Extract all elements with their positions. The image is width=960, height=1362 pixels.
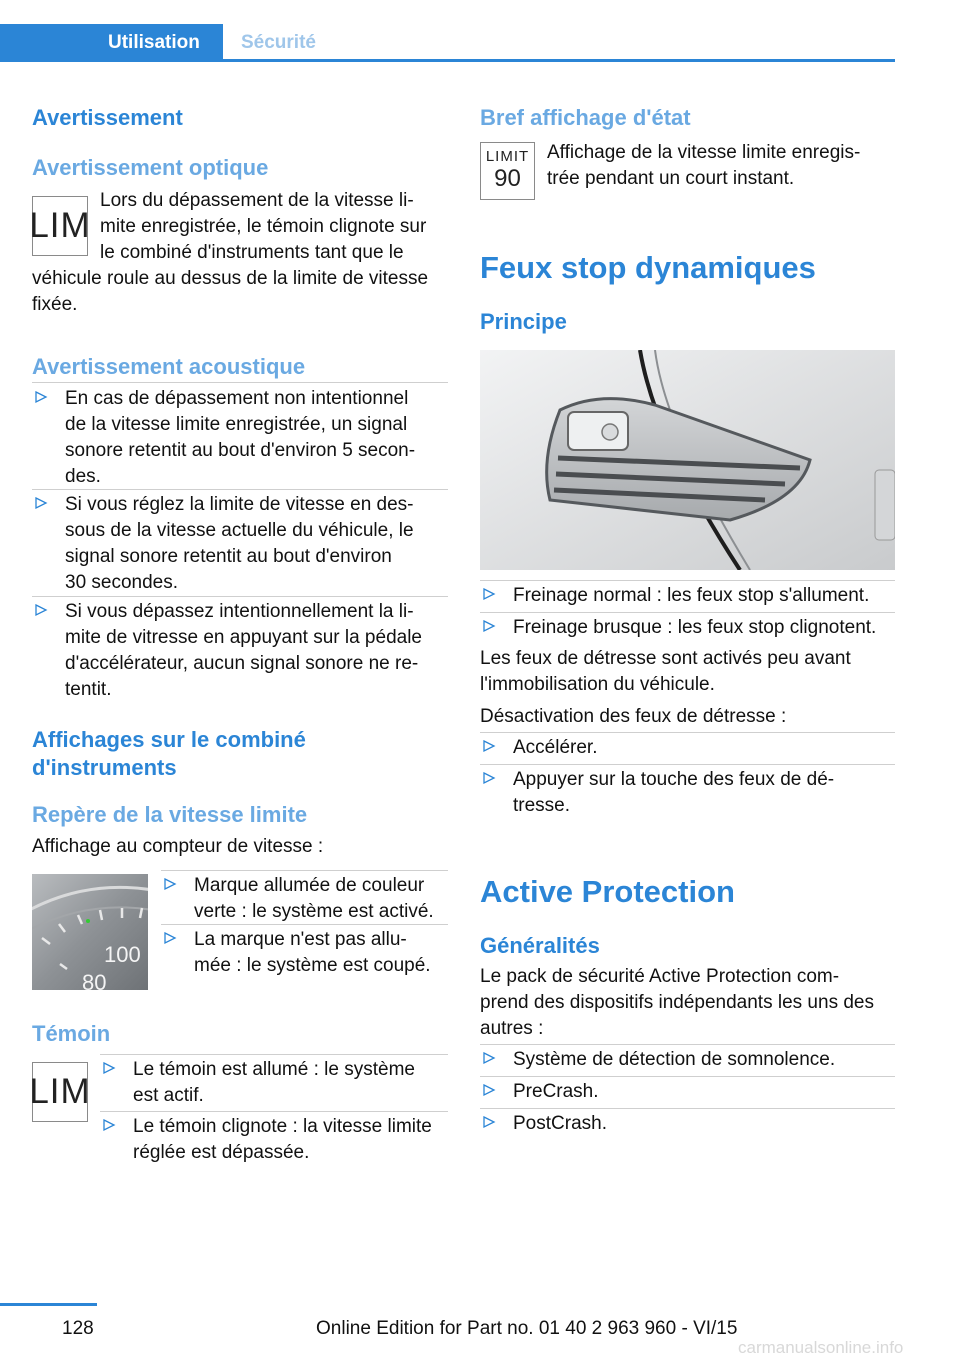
heading-repere-vitesse: Repère de la vitesse limite: [32, 802, 308, 827]
text-line: l'immobilisation du véhicule.: [480, 674, 715, 695]
text-line: PreCrash.: [513, 1081, 599, 1102]
divider: [480, 1076, 895, 1077]
divider: [32, 596, 448, 597]
triangle-bullet-icon: [482, 771, 496, 785]
speedo-label-100: 100: [104, 942, 141, 967]
lim-icon-box: [29, 196, 91, 256]
lim-icon: LIM: [29, 1072, 91, 1111]
text-line: 30 secondes.: [65, 572, 179, 593]
text-line: Si vous réglez la limite de vitesse en des-: [65, 494, 414, 515]
tab-utilisation[interactable]: [0, 24, 223, 62]
divider: [480, 1108, 895, 1109]
tab-utilisation-label: Utilisation: [108, 32, 200, 53]
bullet-item: [161, 873, 451, 925]
bullet-item: [480, 735, 900, 761]
speedo-label-80: 80: [82, 970, 107, 990]
divider: [100, 1054, 448, 1055]
heading-bref-affichage: Bref affichage d'état: [480, 105, 691, 130]
optical-text: [100, 188, 450, 266]
tab-securite[interactable]: Sécurité: [241, 32, 316, 53]
bullet-item: [161, 927, 451, 979]
hazard-text: [480, 646, 900, 698]
lim-icon: LIM: [29, 206, 91, 245]
header-tab-bar: [0, 0, 895, 62]
text-line: Si vous dépassez intentionnellement la li-: [65, 601, 414, 622]
triangle-bullet-icon: [482, 739, 496, 753]
heading-affichages: [32, 726, 306, 782]
text-line: tresse.: [513, 795, 571, 816]
bullet-item: [100, 1057, 452, 1109]
text-line: des.: [65, 466, 101, 487]
text-line: Système de détection de somnolence.: [513, 1049, 836, 1070]
text-line: Le témoin clignote : la vitesse limite: [133, 1116, 432, 1137]
bullet-item: [32, 386, 448, 490]
text-line: PostCrash.: [513, 1113, 607, 1134]
limit-icon-value: 90: [494, 165, 521, 192]
bullet-item: [480, 615, 900, 641]
triangle-bullet-icon: [482, 1083, 496, 1097]
triangle-bullet-icon: [34, 496, 48, 510]
text-line: sonore retentit au bout d'environ 5 secon-: [65, 440, 416, 461]
divider: [32, 382, 448, 383]
triangle-bullet-icon: [482, 1051, 496, 1065]
divider: [480, 580, 895, 581]
triangle-bullet-icon: [102, 1118, 116, 1132]
text-line: Marque allumée de couleur: [194, 875, 425, 896]
triangle-bullet-icon: [102, 1061, 116, 1075]
brief-text: [547, 140, 897, 192]
text-line: verte : le système est activé.: [194, 901, 434, 922]
tail-light-image: [480, 350, 895, 570]
heading-principe: Principe: [480, 309, 567, 334]
triangle-bullet-icon: [34, 390, 48, 404]
page-number: 128: [62, 1318, 94, 1339]
lim-indicator-box: [29, 1062, 91, 1122]
optical-text-continued: [32, 266, 452, 318]
text-line: En cas de dépassement non intentionnel: [65, 388, 409, 409]
text-line: le combiné d'instruments tant que le: [100, 242, 404, 263]
tail-light-graphic: [480, 350, 895, 570]
text-line: signal sonore retentit au bout d'environ: [65, 546, 392, 567]
triangle-bullet-icon: [482, 1115, 496, 1129]
heading-avertissement: Avertissement: [32, 105, 183, 130]
divider: [480, 764, 895, 765]
text-line: réglée est dépassée.: [133, 1142, 310, 1163]
divider: [161, 870, 448, 871]
triangle-bullet-icon: [34, 603, 48, 617]
text-line: d'instruments: [32, 755, 177, 780]
divider: [100, 1111, 448, 1112]
divider: [480, 1044, 895, 1045]
text-line: Freinage brusque : les feux stop clignotent.: [513, 617, 877, 638]
divider: [161, 924, 448, 925]
bullet-item: [480, 1079, 900, 1105]
text-line: La marque n'est pas allu-: [194, 929, 407, 950]
bullet-item: [480, 583, 900, 609]
text-line: Le témoin est allumé : le système: [133, 1059, 415, 1080]
bullet-item: [100, 1114, 452, 1166]
text-line: Accélérer.: [513, 737, 598, 758]
text-line: véhicule roule au dessus de la limite de vitesse: [32, 268, 429, 289]
divider: [32, 489, 448, 490]
footer-edition: Online Edition for Part no. 01 40 2 963 960 - VI/15: [316, 1318, 738, 1339]
heading-temoin: Témoin: [32, 1021, 111, 1046]
watermark: carmanualsonline.info: [738, 1338, 904, 1357]
mark-intro: Affichage au compteur de vitesse :: [32, 836, 324, 857]
text-line: trée pendant un court instant.: [547, 168, 795, 189]
text-line: mite de vitresse en appuyant sur la pédale: [65, 627, 422, 648]
footer-accent-line: [0, 1303, 97, 1306]
hazard-off-intro: Désactivation des feux de détresse :: [480, 706, 787, 727]
text-line: Appuyer sur la touche des feux de dé-: [513, 769, 835, 790]
heading-avertissement-optique: Avertissement optique: [32, 155, 269, 180]
heading-avertissement-acoustique: Avertissement acoustique: [32, 354, 306, 379]
bullet-item: [32, 599, 448, 703]
text-line: est actif.: [133, 1085, 204, 1106]
text-line: fixée.: [32, 294, 78, 315]
text-line: tentit.: [65, 679, 112, 700]
text-line: Lors du dépassement de la vitesse li-: [100, 190, 414, 211]
heading-active-protection: Active Protection: [480, 874, 735, 909]
triangle-bullet-icon: [163, 931, 177, 945]
heading-generalites: Généralités: [480, 933, 600, 958]
text-line: Les feux de détresse sont activés peu avant: [480, 648, 851, 669]
triangle-bullet-icon: [482, 587, 496, 601]
bullet-item: [32, 492, 448, 596]
text-line: mée : le système est coupé.: [194, 955, 431, 976]
text-line: Affichages sur le combiné: [32, 727, 306, 752]
text-line: mite enregistrée, le témoin clignote sur: [100, 216, 427, 237]
general-text: [480, 964, 900, 1042]
bullet-item: [480, 1111, 900, 1137]
bullet-item: [480, 767, 900, 819]
triangle-bullet-icon: [482, 619, 496, 633]
divider: [480, 732, 895, 733]
text-line: Le pack de sécurité Active Protection com-: [480, 966, 840, 987]
triangle-bullet-icon: [163, 877, 177, 891]
text-line: prend des dispositifs indépendants les uns des: [480, 992, 874, 1013]
text-line: Affichage de la vitesse limite enregis-: [547, 142, 861, 163]
limit-90-icon-box: [480, 142, 535, 200]
limit-icon-label: LIMIT: [485, 148, 530, 165]
divider: [480, 612, 895, 613]
text-line: autres :: [480, 1018, 544, 1039]
speedometer-image: [32, 874, 148, 990]
text-line: d'accélérateur, aucun signal sonore ne re-: [65, 653, 419, 674]
heading-feux-stop: Feux stop dynamiques: [480, 250, 816, 285]
text-line: de la vitesse limite enregistrée, un signal: [65, 414, 408, 435]
text-line: sous de la vitesse actuelle du véhicule, le: [65, 520, 414, 541]
bullet-item: [480, 1047, 900, 1073]
text-line: Freinage normal : les feux stop s'allument.: [513, 585, 870, 606]
